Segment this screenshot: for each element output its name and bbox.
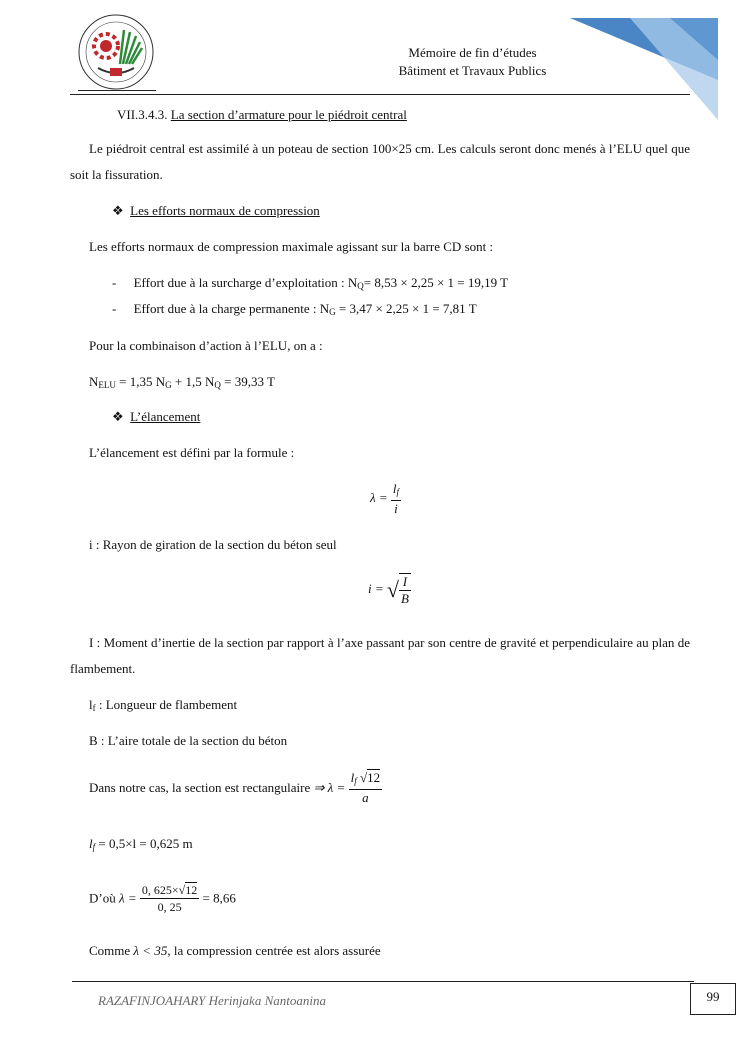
equation-value: = 0,5×l = 0,625 <box>95 836 180 851</box>
nelu-result: = 39,33 T <box>220 374 275 389</box>
list-item-label: Effort due à la charge permanente : N <box>133 301 330 316</box>
paragraph-buckling-length <box>89 697 237 713</box>
diamond-bullet-icon: ❖ <box>112 203 124 218</box>
paragraph-text: Dans notre cas, la section est rectangulaire <box>89 780 311 795</box>
fraction-denominator: a <box>362 790 369 805</box>
formula-lhs: ⇒ λ = <box>313 780 346 795</box>
list-item-label: Effort due à la surcharge d’exploitation : N <box>133 275 358 290</box>
sqrt-value: 12 <box>185 883 198 897</box>
sqrt-icon: √ <box>359 770 368 785</box>
paragraph-text: Pour la combinaison d’action à l’ELU, on a : <box>89 338 323 353</box>
footer-author: RAZAFINJOAHARY Herinjaka Nantoanina <box>98 993 326 1008</box>
paragraph-text: I : Moment d’inertie de la section par rapport à l’axe passant par son centre de gravité et perpendiculaire au plan de flambement. <box>70 635 690 676</box>
symbol: l <box>89 697 93 712</box>
paragraph-text: , la compression centrée est alors assurée <box>167 943 381 958</box>
sqrt-value: 12 <box>367 770 381 785</box>
list-item <box>112 301 477 317</box>
formula-fraction <box>140 882 199 915</box>
section-number: VII.3.4.3. <box>117 107 168 122</box>
sqrt-icon: √ <box>178 883 186 897</box>
paragraph-text: L’élancement est défini par la formule : <box>89 445 295 460</box>
logo-emblem-icon <box>76 12 156 92</box>
paragraph-definition <box>89 445 294 461</box>
fraction-numerator: 0, 625× <box>141 883 179 897</box>
document-header <box>350 44 595 80</box>
nelu-subscript: ELU <box>98 380 116 390</box>
formula-lhs: i = <box>368 580 384 596</box>
formula-slenderness <box>370 481 401 517</box>
section-heading <box>117 107 407 123</box>
fraction-denominator: B <box>400 591 409 606</box>
paragraph-area <box>89 733 287 749</box>
fraction-denominator: 0, 25 <box>157 900 182 914</box>
formula-lhs: λ = <box>118 890 137 906</box>
paragraph-text: Le piédroit central est assimilé à un poteau de section 100×25 cm. Les calculs seront donc menés à l’ELU quel que soit la fissuration. <box>70 141 690 182</box>
diamond-bullet-icon: ❖ <box>112 409 124 424</box>
fraction-numerator: l <box>350 770 355 785</box>
buckling-length-equation <box>89 836 193 852</box>
nelu-subscript-g: G <box>165 380 172 390</box>
paragraph-inertia <box>70 630 690 682</box>
nelu-term: + 1,5 N <box>171 374 215 389</box>
paragraph-efforts <box>89 239 493 255</box>
list-item-subscript: G <box>329 307 336 317</box>
nelu-symbol: N <box>89 374 99 389</box>
paragraph-text: : Longueur de flambement <box>95 697 238 712</box>
paragraph-gyration <box>89 537 337 553</box>
formula-rhs: = 8,66 <box>202 890 236 906</box>
paragraph-text: D’où <box>89 890 116 906</box>
formula-fraction <box>391 481 401 517</box>
symbol-subscript: f <box>92 703 96 713</box>
header-rule <box>70 94 690 95</box>
fraction-subscript: f <box>396 487 400 497</box>
paragraph-text: Les efforts normaux de compression maximale agissant sur la barre CD sont : <box>89 239 494 254</box>
section-title: La section d’armature pour le piédroit central <box>170 107 407 122</box>
paragraph-text: B : L’aire totale de la section du béton <box>89 733 288 748</box>
header-line-2: Bâtiment et Travaux Publics <box>398 63 547 78</box>
sqrt-icon: √ <box>386 577 399 602</box>
header-line-1: Mémoire de fin d’études <box>408 45 537 60</box>
fraction-denominator: i <box>394 501 398 516</box>
corner-ribbon-icon <box>570 0 745 120</box>
inline-formula: λ < 35 <box>133 943 168 958</box>
nelu-term: = 1,35 N <box>115 374 166 389</box>
paragraph-text: i : Rayon de giration de la section du béton seul <box>89 537 337 552</box>
symbol: l <box>89 836 93 851</box>
dash-bullet-icon: - <box>112 275 117 290</box>
dash-bullet-icon: - <box>112 301 117 316</box>
formula-gyration-radius <box>368 573 411 607</box>
formula-fraction <box>349 770 383 806</box>
nelu-subscript-q: Q <box>214 380 221 390</box>
bullet-heading-text: L’élancement <box>130 409 201 424</box>
corner-decoration <box>570 0 745 120</box>
school-logo <box>76 12 156 92</box>
bullet-heading-compression <box>112 203 320 219</box>
footer-rule <box>72 981 694 982</box>
paragraph-section-description <box>70 136 690 188</box>
slenderness-result <box>89 882 236 915</box>
page-number: 99 <box>690 983 736 1015</box>
list-item-value: = 8,53 × 2,25 × 1 = 19,19 T <box>363 275 509 290</box>
equation-unit: m <box>179 836 193 851</box>
bullet-heading-slenderness <box>112 409 200 425</box>
paragraph-combination <box>89 338 323 354</box>
list-item-value: = 3,47 × 2,25 × 1 = 7,81 T <box>335 301 477 316</box>
nelu-equation <box>89 374 275 390</box>
bullet-heading-text: Les efforts normaux de compression <box>130 203 320 218</box>
list-item <box>112 275 508 291</box>
paragraph-conclusion <box>89 943 381 959</box>
list-item-subscript: Q <box>357 281 364 291</box>
symbol-subscript: f <box>92 842 96 852</box>
paragraph-rectangular <box>89 770 382 806</box>
formula-lhs: λ = <box>370 489 388 505</box>
fraction-subscript: f <box>354 776 357 786</box>
formula-fraction <box>399 573 411 607</box>
fraction-numerator: l <box>392 481 397 496</box>
paragraph-text: Comme <box>89 943 131 958</box>
logo-divider <box>78 90 156 91</box>
fraction-numerator: I <box>399 574 411 591</box>
